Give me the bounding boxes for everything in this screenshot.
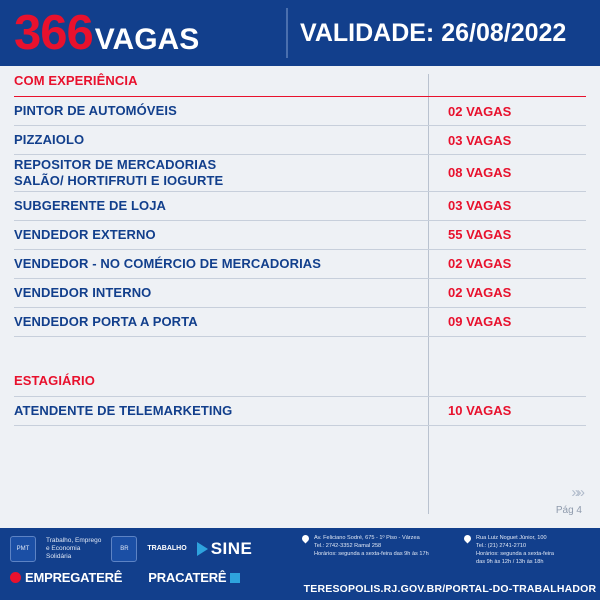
- section-title: COM EXPERIÊNCIA: [14, 73, 138, 89]
- section-spacer: [14, 337, 586, 366]
- contact1-line2: Tel.: 2742-3352 Ramal 258: [314, 543, 382, 550]
- table-row: [14, 97, 586, 126]
- job-title: PIZZAIOLO: [14, 132, 85, 148]
- validity-text: VALIDADE: 26/08/2022: [300, 18, 567, 47]
- table-row: [14, 221, 586, 250]
- pager: [556, 485, 582, 518]
- job-vacancies: 55 VAGAS: [448, 227, 512, 243]
- table-rows: [0, 66, 600, 426]
- table-row: [14, 308, 586, 337]
- sine-label: SINE: [210, 539, 253, 558]
- empregatere-logo: [10, 570, 122, 585]
- empregatere-label: EMPREGATERÊ: [25, 570, 123, 585]
- header-divider: [286, 8, 288, 58]
- section-header-com-experiencia: [14, 66, 586, 97]
- page-number: Pág 4: [555, 505, 582, 516]
- job-vacancies: 08 VAGAS: [448, 165, 512, 181]
- vacancy-table: [0, 66, 600, 528]
- table-row: [14, 192, 586, 221]
- job-title: PINTOR DE AUTOMÓVEIS: [14, 103, 177, 119]
- ministry-crest-icon: BR: [111, 536, 137, 562]
- job-vacancies: 03 VAGAS: [448, 198, 512, 214]
- table-row: [14, 126, 586, 155]
- contact2-line1: Rua Luiz Noguet Júnior, 100: [476, 535, 547, 541]
- contact1-line1: Av. Feliciano Sodré, 675 - 1º Piso - Várzea: [314, 535, 420, 541]
- empregatere-dot-icon: [10, 572, 21, 583]
- table-row: [14, 279, 586, 308]
- sine-triangle-icon: [197, 542, 208, 556]
- table-row: [14, 250, 586, 279]
- logo-row-top: [10, 534, 296, 564]
- section-header-estagiario: [14, 366, 586, 397]
- sine-logo: [197, 539, 253, 559]
- footer-logo-group: [10, 534, 296, 600]
- brand-row: [10, 568, 296, 585]
- contact2-line3: Horários: segunda a sexta-feira: [476, 551, 555, 558]
- table-row: [14, 397, 586, 426]
- job-vacancies: 09 VAGAS: [448, 314, 512, 330]
- vacancy-count-block: [14, 5, 286, 60]
- poster-footer: [0, 528, 600, 600]
- table-row: [14, 155, 586, 192]
- contact2-line4: das 9h às 12h / 13h às 18h: [476, 559, 544, 566]
- contact1-hours: Horários: segunda a sexta-feira das 9h às 17h: [314, 551, 429, 558]
- job-vacancies: 02 VAGAS: [448, 103, 512, 119]
- map-pin-icon: [463, 534, 473, 544]
- job-title: VENDEDOR PORTA A PORTA: [14, 313, 198, 329]
- ministry-label-text: TRABALHO: [147, 544, 187, 552]
- contact2-line2: Tel.: (21) 2741-2710: [476, 543, 527, 550]
- job-title-line1: REPOSITOR DE MERCADORIAS: [14, 157, 217, 172]
- pracatere-label: PRACATERÊ: [148, 570, 227, 585]
- job-title-line2: SALÃO/ HORTIFRUTI E IOGURTE: [14, 172, 224, 188]
- poster-header: [0, 0, 600, 66]
- section-title: ESTAGIÁRIO: [14, 372, 95, 388]
- job-vacancies: 02 VAGAS: [448, 256, 512, 272]
- pracatere-square-icon: [230, 573, 240, 583]
- job-vacancies: 02 VAGAS: [448, 285, 512, 301]
- vacancy-count-label: VAGAS: [94, 22, 200, 56]
- job-title: ATENDENTE DE TELEMARKETING: [14, 402, 233, 418]
- portal-url[interactable]: TERESOPOLIS.RJ.GOV.BR/PORTAL-DO-TRABALHADOR: [303, 583, 597, 595]
- secretariat-line3: Solidária: [46, 553, 72, 561]
- job-title: VENDEDOR INTERNO: [14, 284, 152, 300]
- job-title: VENDEDOR EXTERNO: [14, 226, 156, 242]
- vacancy-count: 366: [14, 5, 93, 60]
- secretariat-line1: Trabalho, Emprego: [46, 536, 102, 544]
- pracatere-logo: [148, 570, 240, 585]
- chevron-right-icon: »»: [571, 484, 582, 501]
- city-crest-icon: PMT: [10, 536, 36, 562]
- job-title: SUBGERENTE DE LOJA: [14, 197, 167, 213]
- secretariat-label: [46, 537, 101, 561]
- job-vacancies: 03 VAGAS: [448, 132, 512, 148]
- job-title: [14, 157, 428, 189]
- job-title: VENDEDOR - NO COMÉRCIO DE MERCADORIAS: [14, 255, 322, 271]
- ministry-label: [147, 545, 186, 554]
- secretariat-line2: e Economia: [46, 544, 81, 552]
- map-pin-icon: [301, 534, 311, 544]
- job-vacancies: 10 VAGAS: [448, 403, 512, 419]
